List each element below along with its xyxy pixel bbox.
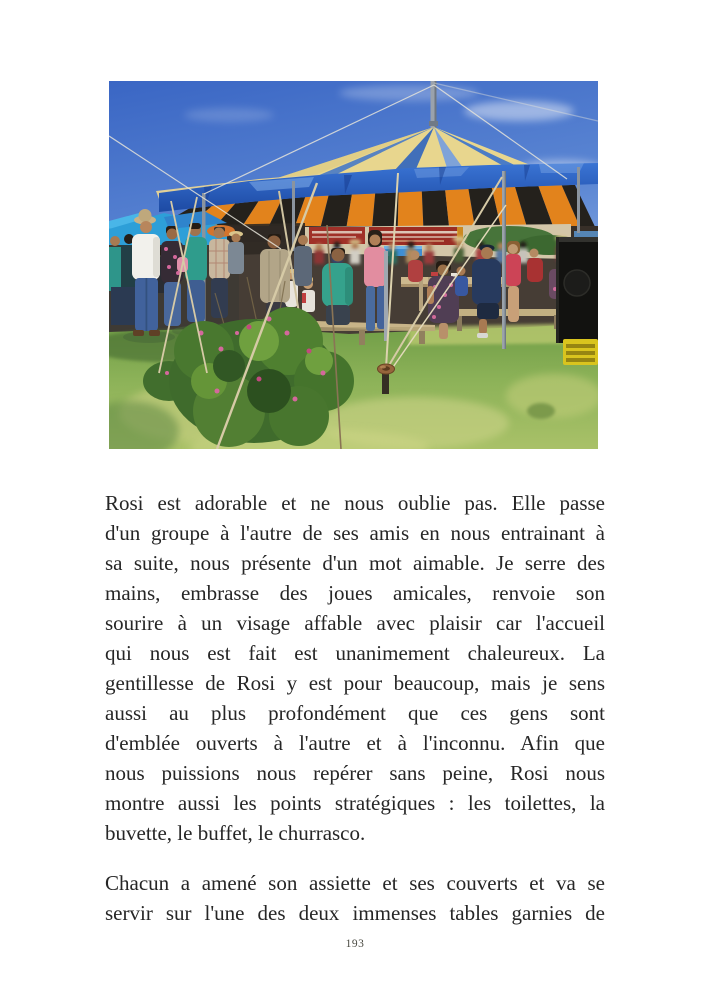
support-pole	[384, 251, 388, 341]
text-line: Rosi est adorable et ne nous oublie pas. Elle passe	[105, 491, 605, 515]
support-pole	[577, 167, 580, 233]
text-line: sa suite, nous présente d'un mot aimable. Je serre des	[105, 551, 605, 575]
text-line: d'un groupe à l'autre de ses amis en nous entrainant à	[105, 521, 605, 545]
text-line: gentillesse de Rosi y est pour beaucoup, mais je sens	[105, 671, 605, 695]
event-photo	[109, 81, 598, 449]
text-line: montre aussi les points stratégiques : les toilettes, la	[105, 791, 605, 815]
paragraph-1	[105, 488, 605, 848]
page-number: 193	[345, 938, 365, 950]
text-line: sourire à un visage affable avec plaisir car l'accueil	[105, 611, 605, 635]
text-line: Chacun a amené son assiette et ses couverts et va se	[105, 871, 605, 895]
text-line: servir sur l'une des deux immenses tables garnies de	[105, 901, 605, 925]
text-line: nous puissions nous repérer sans peine, Rosi nous	[105, 761, 605, 785]
speaker	[556, 237, 598, 343]
text-line: mains, embrasse des joues amicales, renvoie son	[105, 581, 605, 605]
photo-illustration	[109, 81, 598, 449]
support-pole	[502, 171, 506, 349]
text-line: d'emblée ouverts à l'autre et à l'inconnu. Afin que	[105, 731, 605, 755]
text-line: qui nous est fait est unanimement chaleureux. La	[105, 641, 605, 665]
paragraph-2	[105, 868, 605, 928]
body-text	[105, 488, 605, 948]
yellow-crate	[563, 339, 598, 365]
text-line: buvette, le buffet, le churrasco.	[105, 821, 366, 845]
text-line: aussi au plus profondément que ces gens sont	[105, 701, 605, 725]
